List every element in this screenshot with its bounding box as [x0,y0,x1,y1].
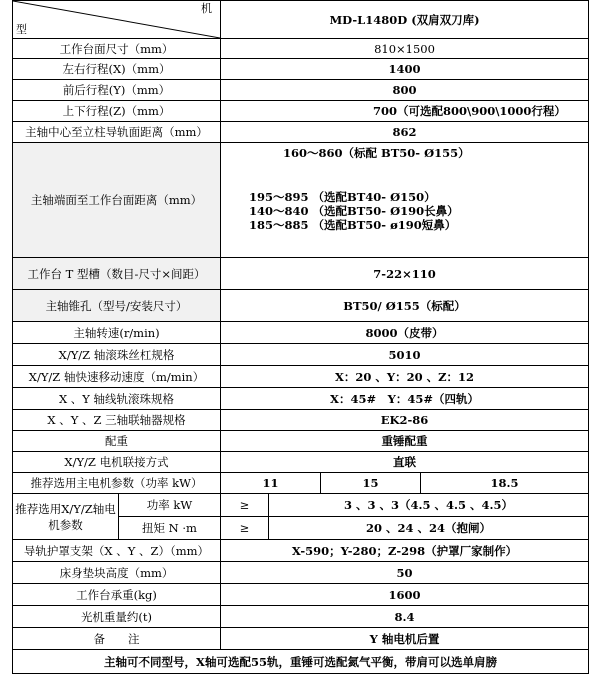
value-counterweight: 重锤配重 [221,431,589,452]
spindle-end-option-1: 195～895 （选配BT40- Ø150） [249,190,436,204]
label-coupling: X 、Y 、Z 三轴联轴器规格 [13,410,221,431]
value-machine-weight: 8.4 [221,606,589,628]
value-main-motor-1: 11 [221,473,321,494]
spindle-end-standard: 160～860（标配 BT50- Ø155） [283,146,470,160]
spec-sheet [12,0,588,674]
value-ballscrew: 5010 [221,344,589,366]
value-axis-torque: 20 、24 、24（抱闸） [269,517,589,540]
value-x-travel: 1400 [221,59,589,80]
value-spindle-center: 862 [221,122,589,143]
label-counterweight: 配重 [13,431,221,452]
value-z-travel: 700（可选配800\900\1000行程） [221,101,589,122]
row-y-travel [13,80,589,101]
value-linear-rail: X：45# Y：45#（四轨） [221,388,589,410]
row-machine-weight [13,606,589,628]
spindle-end-option-2: 140～840 （选配BT50- Ø190长鼻） [249,204,459,218]
row-table-size [13,39,589,59]
row-z-travel [13,101,589,122]
row-table-load [13,584,589,606]
axis-power-symbol: ≥ [221,494,269,517]
axis-torque-symbol: ≥ [221,517,269,540]
row-axis-motor-power [13,494,589,517]
row-footnote [13,650,589,674]
row-rapid [13,366,589,388]
row-way-cover [13,540,589,562]
row-linear-rail [13,388,589,410]
value-spindle-taper: BT50/ Ø155（标配） [221,290,589,322]
header-corner-cell [13,1,221,39]
corner-diagonal-line [13,1,220,38]
row-motor-connection [13,452,589,473]
spindle-end-option-3: 185～885 （选配BT50- ø190短鼻） [249,218,457,232]
value-axis-power: 3 、3 、3（4.5 、4.5 、4.5） [269,494,589,517]
row-spindle-end [13,143,589,258]
label-spindle-center: 主轴中心至立柱导轨面距离（mm） [13,122,221,143]
label-z-travel: 上下行程(Z)（mm） [13,101,221,122]
corner-label-model: 型 [16,23,27,36]
value-table-size: 810×1500 [221,39,589,59]
header-row [13,1,589,39]
label-bed-block: 床身垫块高度（mm） [13,562,221,584]
label-table-load: 工作台承重(kg) [13,584,221,606]
value-t-slot: 7-22×110 [221,258,589,290]
label-motor-connection: X/Y/Z 电机联接方式 [13,452,221,473]
value-main-motor-2: 15 [321,473,421,494]
row-bed-block [13,562,589,584]
value-bed-block: 50 [221,562,589,584]
row-t-slot [13,258,589,290]
value-main-motor-3: 18.5 [421,473,589,494]
label-ballscrew: X/Y/Z 轴滚珠丝杠规格 [13,344,221,366]
label-spindle-speed: 主轴转速(r/min) [13,322,221,344]
corner-label-machine: 机 [201,2,212,15]
label-main-motor: 推荐选用主电机参数（功率 kW） [13,473,221,494]
label-x-travel: 左右行程(X)（mm） [13,59,221,80]
label-y-travel: 前后行程(Y)（mm） [13,80,221,101]
row-coupling [13,410,589,431]
label-table-size: 工作台面尺寸（mm） [13,39,221,59]
label-t-slot: 工作台 T 型槽（数目-尺寸×间距） [13,258,221,290]
value-motor-connection: 直联 [221,452,589,473]
row-spindle-speed [13,322,589,344]
row-ballscrew [13,344,589,366]
spec-table [12,0,589,674]
label-spindle-end: 主轴端面至工作台面距离（mm） [13,143,221,258]
row-x-travel [13,59,589,80]
label-way-cover: 导轨护罩支架（X 、Y 、Z）（mm） [13,540,221,562]
label-rapid: X/Y/Z 轴快速移动速度（m/min） [13,366,221,388]
value-y-travel: 800 [221,80,589,101]
footnote: 主轴可不同型号，X轴可选配55轨，重锤可选配氮气平衡，带肩可以选单肩膀 [13,650,589,674]
model-name: MD-L1480D (双肩双刀库) [221,1,589,39]
label-axis-torque: 扭矩 N ·m [119,517,221,540]
row-remarks [13,628,589,650]
label-linear-rail: X 、Y 轴线轨滚珠规格 [13,388,221,410]
row-main-motor [13,473,589,494]
row-spindle-center [13,122,589,143]
label-axis-motor: 推荐选用X/Y/Z轴电机参数 [13,494,119,540]
value-coupling: EK2-86 [221,410,589,431]
value-rapid: X：20 、Y：20 、Z：12 [221,366,589,388]
label-axis-power: 功率 kW [119,494,221,517]
value-remarks: Y 轴电机后置 [221,628,589,650]
value-spindle-end [221,143,589,258]
value-table-load: 1600 [221,584,589,606]
value-spindle-speed: 8000（皮带） [221,322,589,344]
label-spindle-taper: 主轴锥孔（型号/安装尺寸） [13,290,221,322]
row-counterweight [13,431,589,452]
label-remarks: 备 注 [13,628,221,650]
value-way-cover: X-590；Y-280；Z-298（护罩厂家制作） [221,540,589,562]
label-machine-weight: 光机重量约(t) [13,606,221,628]
row-spindle-taper [13,290,589,322]
